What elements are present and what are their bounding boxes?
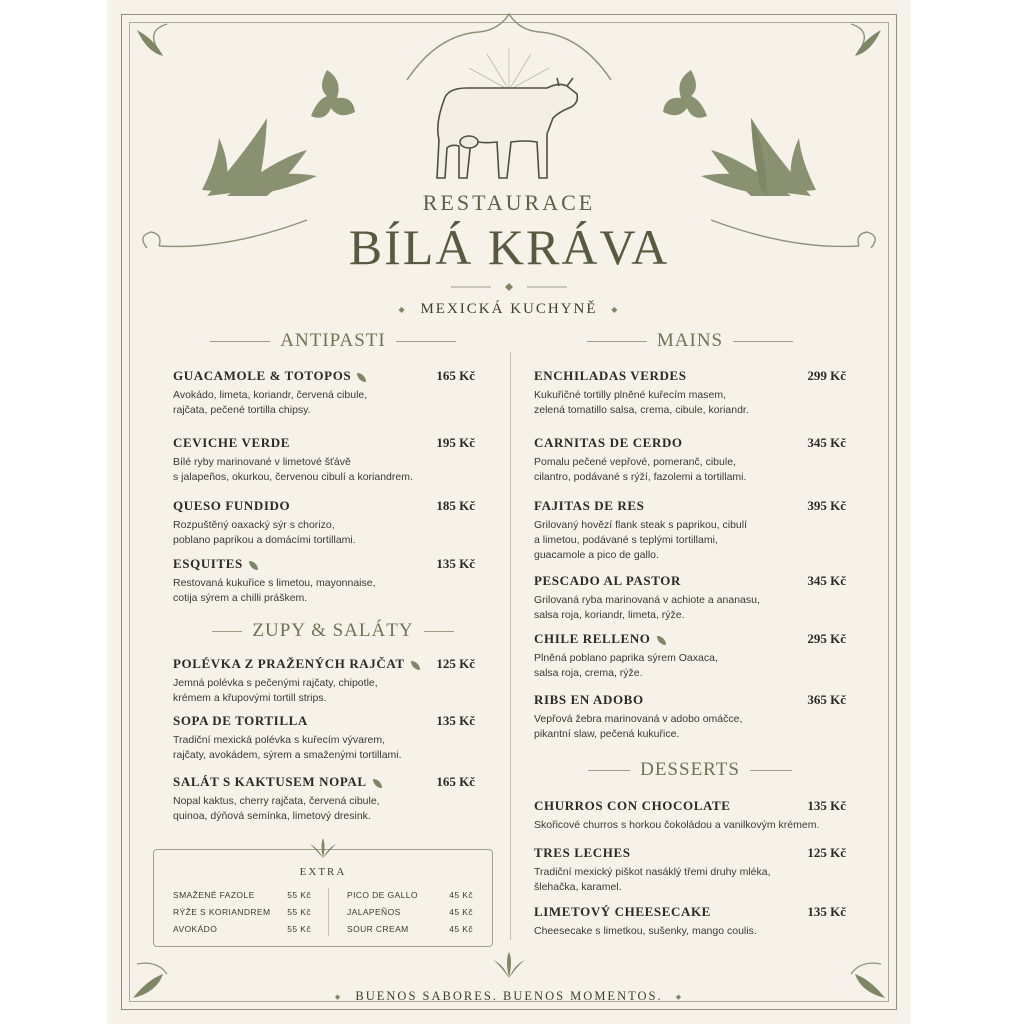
- item-price: 299 Kč: [807, 368, 846, 383]
- menu-item: CEVICHE VERDE 195 Kč Bílé ryby marinované v limetové šťávě s jalapeños, okurkou, červenou cibulí a koriandrem.: [173, 435, 475, 483]
- extra-item: SMAŽENÉ FAZOLE 55 Kč: [173, 890, 311, 900]
- menu-item: CHILE RELLENO 295 Kč Plněná poblano paprika sýrem Oaxaca, salsa roja, crema, rýže.: [534, 631, 846, 679]
- item-price: 125 Kč: [436, 656, 475, 671]
- extra-item: JALAPEÑOS 45 Kč: [347, 907, 473, 917]
- restaurant-pretitle: RESTAURACE: [422, 190, 596, 215]
- item-price: 365 Kč: [807, 692, 846, 707]
- item-price: 345 Kč: [807, 435, 846, 450]
- item-price: 395 Kč: [807, 498, 846, 513]
- menu-item: CARNITAS DE CERDO 345 Kč Pomalu pečené vepřové, pomeranč, cibule, cilantro, podávané s rýží, fazolemi a tortillami.: [534, 435, 846, 483]
- item-price: 135 Kč: [436, 713, 475, 728]
- item-price: 165 Kč: [436, 368, 475, 383]
- leaf-icon: [357, 373, 366, 382]
- section-title-antipasti: ANTIPASTI: [173, 330, 493, 352]
- menu-page: [107, 0, 911, 1024]
- diamond-icon: ◆: [675, 993, 684, 1002]
- menu-item: POLÉVKA Z PRAŽENÝCH RAJČAT 125 Kč Jemná polévka s pečenými rajčaty, chipotle, krémem a křupovými tortill strips.: [173, 656, 475, 704]
- menu-item: TRES LECHES 125 Kč Tradiční mexický piškot nasáklý třemi druhy mléka, šlehačka, karamel.: [534, 845, 846, 893]
- cuisine-label: MEXICKÁ KUCHYNĚ: [420, 301, 598, 317]
- agave-icon: [308, 838, 338, 860]
- extra-item: SOUR CREAM 45 Kč: [347, 924, 473, 934]
- footer-slogan: ◆ BUENOS SABORES. BUENOS MOMENTOS. ◆: [334, 989, 684, 1003]
- cuisine-subtitle: [107, 301, 911, 318]
- menu-item: QUESO FUNDIDO 185 Kč Rozpuštěný oaxacký sýr s chorizo, poblano paprikou a domácími tortillami.: [173, 498, 475, 546]
- section-title-desserts: DESSERTS: [534, 759, 846, 781]
- item-price: 165 Kč: [436, 774, 475, 789]
- item-price: 345 Kč: [807, 573, 846, 588]
- item-price: 125 Kč: [807, 845, 846, 860]
- leaf-icon: [373, 779, 382, 788]
- column-divider: [510, 352, 511, 940]
- menu-item: SALÁT S KAKTUSEM NOPAL 165 Kč Nopal kaktus, cherry rajčata, červená cibule, quinoa, dýňová semínka, limetový dresink.: [173, 774, 475, 822]
- menu-item: PESCADO AL PASTOR 345 Kč Grilovaná ryba marinovaná v achiote a ananasu, salsa roja, koriandr, limeta, rýže.: [534, 573, 846, 621]
- menu-item: FAJITAS DE RES 395 Kč Grilovaný hovězí flank steak s paprikou, cibulí a limetou, podávané s teplými tortillami, guacamole a pico de gallo.: [534, 498, 846, 561]
- extra-item: PICO DE GALLO 45 Kč: [347, 890, 473, 900]
- extra-item: AVOKÁDO 55 Kč: [173, 924, 311, 934]
- menu-item: ESQUITES 135 Kč Restovaná kukuřice s limetou, mayonnaise, cotija sýrem a chilli práškem.: [173, 556, 475, 604]
- restaurant-name: BÍLÁ KRÁVA: [348, 219, 670, 275]
- item-price: 185 Kč: [436, 498, 475, 513]
- section-title-zupy: ZUPY & SALÁTY: [173, 620, 493, 642]
- diamond-icon: ◆: [398, 305, 407, 315]
- extras-box: [153, 849, 493, 947]
- menu-item: CHURROS CON CHOCOLATE 135 Kč Skořicové churros s horkou čokoládou a vanilkovým krémem.: [534, 798, 846, 831]
- menu-item: SOPA DE TORTILLA 135 Kč Tradiční mexická polévka s kuřecím vývarem, rajčaty, avokádem, sýrem a smaženými tortillami.: [173, 713, 475, 761]
- diamond-icon: ◆: [611, 305, 620, 315]
- cow-illustration: [437, 78, 577, 178]
- leaf-icon: [249, 561, 258, 570]
- menu-item: GUACAMOLE & TOTOPOS 165 Kč Avokádo, limeta, koriandr, červená cibule, rajčata, pečené tortilla chipsy.: [173, 368, 475, 416]
- diamond-icon: ◆: [334, 993, 343, 1002]
- item-price: 135 Kč: [436, 556, 475, 571]
- leaf-icon: [411, 661, 420, 670]
- menu-item: ENCHILADAS VERDES 299 Kč Kukuřičné tortilly plněné kuřecím masem, zelená tomatillo salsa, crema, cibule, koriandr.: [534, 368, 846, 416]
- item-price: 135 Kč: [807, 904, 846, 919]
- menu-item: RIBS EN ADOBO 365 Kč Vepřová žebra marinovaná v adobo omáčce, pikantní slaw, pečená kukuřice.: [534, 692, 846, 740]
- leaf-icon: [657, 636, 666, 645]
- item-price: 135 Kč: [807, 798, 846, 813]
- menu-item: LIMETOVÝ CHEESECAKE 135 Kč Cheesecake s limetkou, sušenky, mango coulis.: [534, 904, 846, 937]
- item-price: 195 Kč: [436, 435, 475, 450]
- extras-title: EXTRA: [299, 866, 347, 878]
- item-price: 295 Kč: [807, 631, 846, 646]
- section-title-mains: MAINS: [534, 330, 846, 352]
- extra-item: RÝŽE S KORIANDREM 55 Kč: [173, 907, 311, 917]
